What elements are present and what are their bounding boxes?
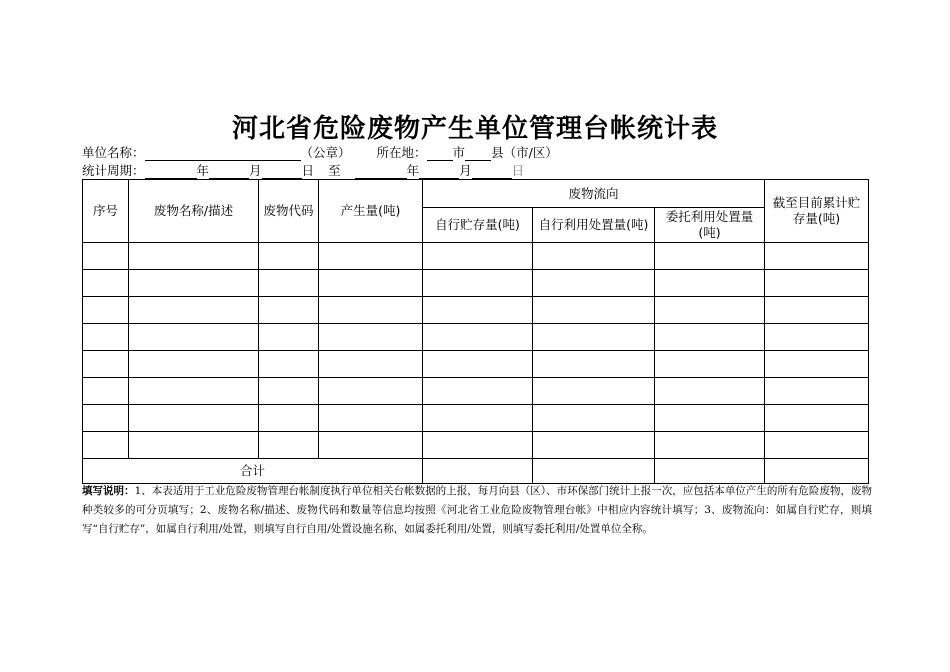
city-blank[interactable] [427,148,453,161]
table-cell[interactable] [259,351,319,378]
table-cell[interactable] [423,378,533,405]
unit-name-blank[interactable] [145,148,301,161]
table-cell[interactable] [83,351,129,378]
city-label: 市 [452,145,466,160]
table-cell[interactable] [765,270,869,297]
end-day-blank[interactable] [472,166,512,179]
table-cell[interactable] [129,405,259,432]
document-title: 河北省危险废物产生单位管理台帐统计表 [231,114,718,144]
table-cell[interactable] [83,270,129,297]
header-seq: 序号 [83,180,129,243]
table-cell[interactable] [423,351,533,378]
header-code: 废物代码 [259,180,319,243]
header-amount: 产生量(吨) [319,180,423,243]
total-label: 合计 [83,459,423,484]
table-cell[interactable] [319,297,423,324]
table-cell[interactable] [765,297,869,324]
table-cell[interactable] [83,405,129,432]
to-label: 至 [328,163,341,178]
table-cell[interactable] [655,243,765,270]
notes-text: 1、本表适用于工业危险废物管理台帐制度执行单位相关台帐数据的上报，每月向县（区）、市环保部门统计上报一次，应包括本单位产生的所有危险废物，废物种类较多的可分页填写；2、废物名称/描述、废物代码和数量等信息均按照《河北省工业危险废物管理台帐》中相应内容统计填写；3、废物流向：如属自行贮存，则填写“自行贮存”，如属自行利用/处置，则填写自行自用/处置设施名称，如属委托利用/处置，则填写委托利用/处置单位全称。 [82,485,872,535]
table-cell[interactable] [423,243,533,270]
table-row [83,270,869,297]
table-cell[interactable] [259,324,319,351]
table-row [83,351,869,378]
table-cell[interactable] [423,324,533,351]
start-day-blank[interactable] [262,166,302,179]
start-year-label: 年 [196,163,210,178]
start-month-blank[interactable] [209,166,249,179]
table-cell[interactable] [423,405,533,432]
table-cell[interactable] [533,405,655,432]
table-cell[interactable] [129,432,259,459]
table-cell[interactable] [83,324,129,351]
location-label: 所在地： [376,145,427,160]
table-cell[interactable] [655,297,765,324]
table-cell[interactable] [533,324,655,351]
unit-info-line [82,143,558,161]
table-cell[interactable] [319,351,423,378]
end-month-blank[interactable] [419,166,459,179]
table-cell[interactable] [259,432,319,459]
table-cell[interactable] [259,297,319,324]
table-cell[interactable] [423,297,533,324]
table-row [83,405,869,432]
table-cell[interactable] [533,270,655,297]
table-cell[interactable] [319,405,423,432]
table-cell[interactable] [319,270,423,297]
table-cell[interactable] [423,432,533,459]
table-row [83,378,869,405]
table-cell[interactable] [259,405,319,432]
table-cell[interactable] [765,432,869,459]
header-self-use: 自行利用处置量(吨) [533,208,655,243]
table-cell[interactable] [765,378,869,405]
table-cell[interactable] [319,243,423,270]
total-cell[interactable] [655,459,765,484]
table-cell[interactable] [83,432,129,459]
table-row [83,324,869,351]
county-label: 县（市/区） [491,145,558,160]
table-cell[interactable] [83,378,129,405]
table-cell[interactable] [83,297,129,324]
start-year-blank[interactable] [145,166,197,179]
table-cell[interactable] [259,243,319,270]
table-cell[interactable] [129,243,259,270]
table-row [83,243,869,270]
seal-label: （公章） [300,145,351,160]
period-line [82,161,524,179]
table-cell[interactable] [765,405,869,432]
table-cell[interactable] [129,351,259,378]
table-cell[interactable] [655,432,765,459]
total-cell[interactable] [533,459,655,484]
header-self-storage: 自行贮存量(吨) [423,208,533,243]
table-cell[interactable] [259,270,319,297]
notes-label: 填写说明： [82,485,135,497]
county-blank[interactable] [465,148,491,161]
table-cell[interactable] [533,297,655,324]
table-cell[interactable] [533,432,655,459]
table-cell[interactable] [259,378,319,405]
table-cell[interactable] [655,405,765,432]
table-cell[interactable] [655,324,765,351]
table-cell[interactable] [765,324,869,351]
table-cell[interactable] [533,243,655,270]
table-cell[interactable] [129,297,259,324]
table-cell[interactable] [83,243,129,270]
start-day-label: 日 [301,163,315,178]
table-cell[interactable] [655,378,765,405]
table-cell[interactable] [533,378,655,405]
table-cell[interactable] [319,432,423,459]
fill-instructions [82,482,872,539]
start-month-label: 月 [249,163,262,178]
table-cell[interactable] [129,324,259,351]
table-cell[interactable] [765,243,869,270]
table-cell[interactable] [423,270,533,297]
header-flow: 废物流向 [423,180,765,208]
waste-ledger-table [82,179,869,484]
end-month-label: 月 [459,163,472,178]
period-label: 统计周期： [82,163,145,178]
end-year-label: 年 [406,163,420,178]
table-cell[interactable] [129,378,259,405]
table-cell[interactable] [655,351,765,378]
table-row [83,297,869,324]
end-day-label: 日 [511,163,525,178]
header-name: 废物名称/描述 [129,180,259,243]
unit-name-label: 单位名称： [82,145,145,160]
table-cell[interactable] [655,270,765,297]
table-cell[interactable] [319,324,423,351]
end-year-blank[interactable] [355,166,407,179]
table-cell[interactable] [319,378,423,405]
header-entrust-use: 委托利用处置量(吨) [655,208,765,243]
header-cumulative: 截至目前累计贮存量(吨) [765,180,869,243]
table-row [83,432,869,459]
total-cell[interactable] [423,459,533,484]
table-cell[interactable] [765,351,869,378]
total-cell[interactable] [765,459,869,484]
table-cell[interactable] [129,270,259,297]
table-cell[interactable] [533,351,655,378]
